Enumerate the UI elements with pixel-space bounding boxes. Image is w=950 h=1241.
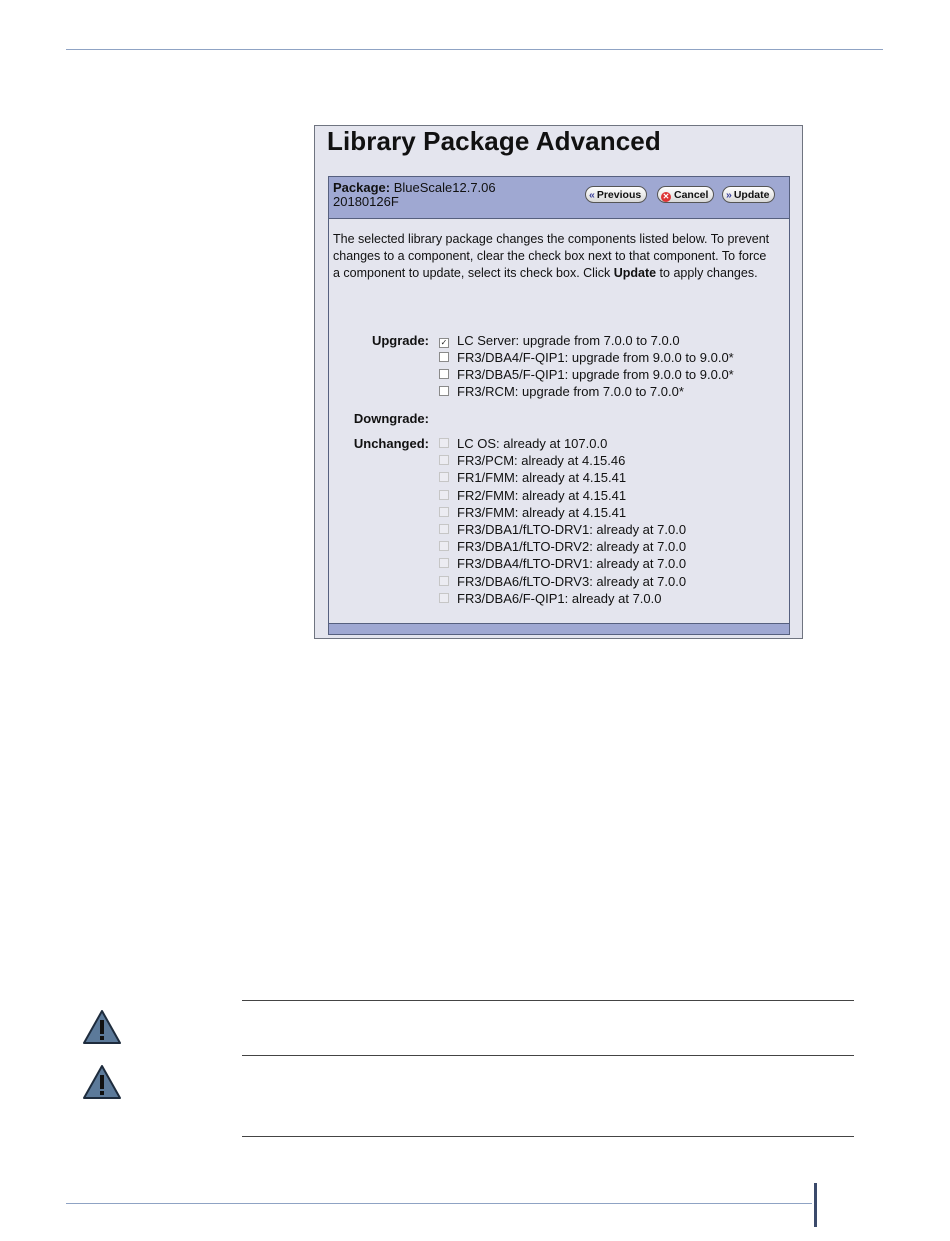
checkbox-icon <box>439 524 449 534</box>
unchanged-item-label: FR3/PCM: already at 4.15.46 <box>457 453 626 469</box>
checkbox-icon <box>439 438 449 448</box>
upgrade-item <box>439 384 684 399</box>
checkbox-icon <box>439 507 449 517</box>
unchanged-item <box>439 539 686 554</box>
warning-icon <box>82 1064 122 1100</box>
note-rule-bottom <box>242 1136 854 1137</box>
previous-icon: « <box>589 189 595 201</box>
warning-icon <box>82 1009 122 1045</box>
panel-footer-bar <box>328 623 790 635</box>
page-top-rule <box>66 49 883 50</box>
cancel-label: Cancel <box>674 189 709 201</box>
package-name: BlueScale12.7.06 <box>393 180 496 195</box>
cancel-icon: ✕ <box>662 192 670 201</box>
unchanged-item <box>439 488 626 503</box>
update-label: Update <box>733 189 770 201</box>
unchanged-item <box>439 591 661 606</box>
checkbox-icon <box>439 593 449 603</box>
unchanged-item <box>439 505 626 520</box>
unchanged-item <box>439 556 686 571</box>
checkbox-icon <box>439 541 449 551</box>
unchanged-item-label: LC OS: already at 107.0.0 <box>457 436 608 451</box>
checkbox-icon <box>439 576 449 586</box>
unchanged-item-label: FR3/DBA1/fLTO-DRV2: already at 7.0.0 <box>457 539 687 555</box>
description-text <box>333 231 773 282</box>
upgrade-item <box>439 333 680 348</box>
upgrade-item <box>439 350 734 365</box>
upgrade-item-label: LC Server: upgrade from 7.0.0 to 7.0.0 <box>457 333 680 348</box>
note-rule-middle <box>242 1055 854 1056</box>
cancel-button[interactable] <box>657 186 714 203</box>
unchanged-label: Unchanged: <box>353 436 429 451</box>
checkbox-icon <box>439 472 449 482</box>
unchanged-item-label: FR3/DBA6/F-QIP1: already at 7.0.0 <box>457 590 662 606</box>
note-rule-top <box>242 1000 854 1001</box>
checkbox-icon[interactable] <box>439 369 449 379</box>
checkbox-icon[interactable] <box>439 386 449 396</box>
checkbox-icon[interactable] <box>439 352 449 362</box>
unchanged-item <box>439 436 607 451</box>
description-tail: to apply changes. <box>656 266 758 280</box>
package-info <box>333 181 496 209</box>
library-package-advanced-screenshot <box>314 125 803 639</box>
upgrade-item <box>439 367 734 382</box>
page-bottom-rule <box>66 1203 812 1204</box>
previous-button[interactable] <box>585 186 647 203</box>
package-header-bar <box>328 176 790 219</box>
update-button[interactable] <box>722 186 775 203</box>
downgrade-label: Downgrade: <box>353 411 429 426</box>
unchanged-item <box>439 470 626 485</box>
package-date: 20180126F <box>333 194 399 209</box>
description-bold: Update <box>613 266 657 280</box>
unchanged-item-label: FR3/DBA6/fLTO-DRV3: already at 7.0.0 <box>457 573 687 589</box>
unchanged-item <box>439 453 625 468</box>
unchanged-item-label: FR3/DBA4/fLTO-DRV1: already at 7.0.0 <box>457 556 687 572</box>
page-title: Library Package Advanced <box>327 126 661 156</box>
component-list-area <box>328 219 790 623</box>
page-number-bar <box>814 1183 817 1227</box>
checkbox-icon <box>439 455 449 465</box>
unchanged-item <box>439 522 686 537</box>
unchanged-item-label: FR3/DBA1/fLTO-DRV1: already at 7.0.0 <box>457 522 687 537</box>
upgrade-label: Upgrade: <box>371 333 429 348</box>
upgrade-item-label: FR3/DBA4/F-QIP1: upgrade from 9.0.0 to 9.0.0* <box>457 350 734 365</box>
unchanged-item-label: FR2/FMM: already at 4.15.41 <box>457 487 627 503</box>
upgrade-item-label: FR3/RCM: upgrade from 7.0.0 to 7.0.0* <box>457 384 684 399</box>
package-label: Package: <box>333 180 391 195</box>
unchanged-item <box>439 574 686 589</box>
unchanged-item-label: FR3/FMM: already at 4.15.41 <box>457 504 627 520</box>
checkbox-icon <box>439 490 449 500</box>
checkbox-icon[interactable]: ✓ <box>440 338 448 347</box>
checkbox-icon <box>439 558 449 568</box>
upgrade-item-label: FR3/DBA5/F-QIP1: upgrade from 9.0.0 to 9.0.0* <box>457 367 734 382</box>
update-icon: » <box>726 189 732 201</box>
unchanged-item-label: FR1/FMM: already at 4.15.41 <box>457 470 627 486</box>
previous-label: Previous <box>596 189 642 201</box>
description-body: The selected library package changes the components listed below. To prevent changes to a component, clear the check box next to that component. To force a component to update, select its check box. Click <box>333 232 770 280</box>
